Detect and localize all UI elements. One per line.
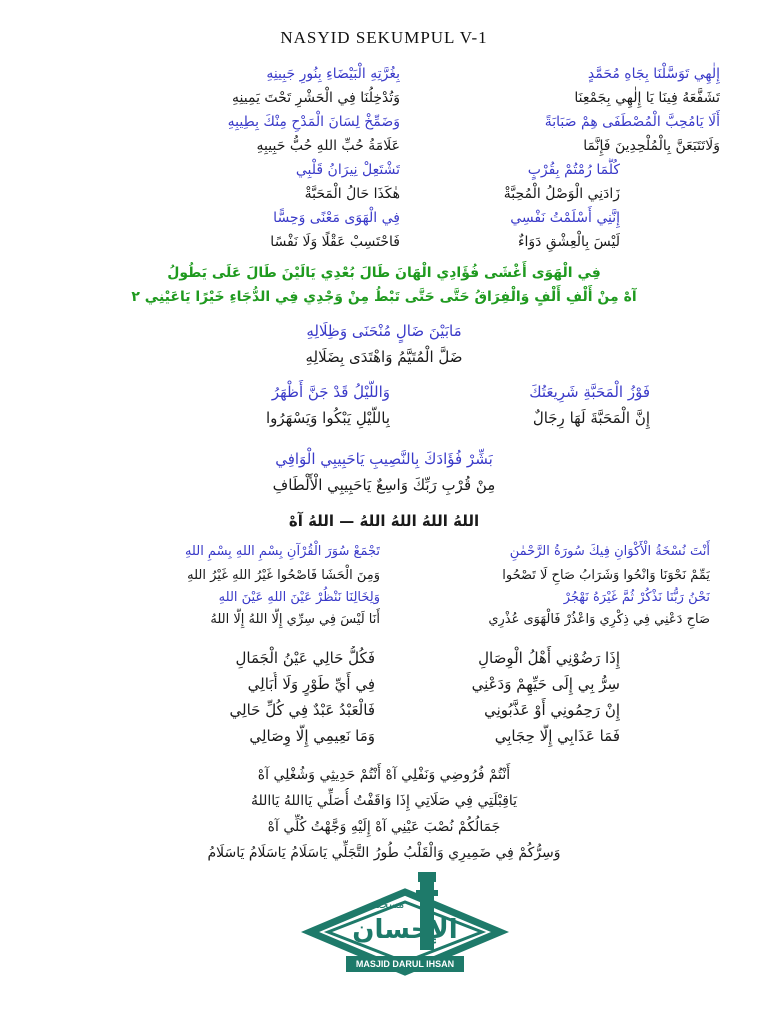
page-title: NASYID SEKUMPUL V-1: [280, 28, 488, 47]
verse-left: هٰكَذَا حَالُ الْمَحَبَّةْ: [304, 186, 400, 202]
verse-left: تَجْمَعْ سُوَرَ الْقُرْآنِ بِسْمِ اللهِ بِسْمِ اللهِ: [184, 544, 380, 559]
verse-row: [150, 672, 620, 696]
verse-row: [150, 646, 620, 670]
masjid-logo: [290, 872, 520, 992]
verse-right: أَنْتَ نُسْخَةُ الْأَكْوَانِ فِيكَ سُورَةُ الرَّحْمٰنِ: [509, 544, 710, 559]
green-verse-line: فِي الْهَوَى أَغْشَى فُؤَادِي الْهَانَ طَالَ بُعْدِي يَالَيْنَ طَالَ عَلَى يَطُولُ: [167, 265, 601, 281]
verse-row: [200, 182, 620, 206]
verse-right: إِنَّ الْمَحَبَّةَ لَهَا رِجَالٌ: [532, 409, 650, 427]
verse-row: [100, 86, 720, 110]
verse-right: يَمِّمْ نَحْوَنَا وَانْحُوا وَشَرَابُ صَاحِ لَا تَصْحُوا: [502, 568, 710, 583]
verse-right: إِذَا رَضُوْنِي أَهْلُ الْوِصَالِ: [478, 649, 620, 667]
verse-row: [200, 206, 620, 230]
verse-right: وَلَاتَتَبَعَنَّ بِالْمُلْحِدِينَ فَإِنَّمَا: [583, 138, 720, 154]
verse-left: فِي الْهَوَى مَعْنًى وَحِسًّا: [273, 210, 400, 226]
verse-right: زَادَنِي الْوَصْلُ الْمُحِبَّةْ: [503, 186, 620, 202]
verse-left: فَكُلُّ حَالِي عَيْنُ الْجَمَالِ: [235, 649, 375, 667]
verse-right: تَشَفَّعَهُ فِينَا يَا إِلٰهِي بِجَمْعِنَا: [574, 90, 720, 106]
verse-row: [200, 158, 620, 182]
verse-left: وَمِنَ الْحَشَا فَاصْحُوا غَيْرُ اللهِ غَيْرُ اللهِ: [187, 568, 380, 583]
centered-verse: مَابَيْنَ ضَالٍ مُنْحَنَى وَظِلَالِهِ: [306, 322, 462, 340]
verse-row: [200, 230, 620, 254]
verse-right: كُلَّمَا رُمْتُمْ بِقُرْبٍ: [527, 162, 620, 178]
verse-row: [150, 698, 620, 722]
verse-row: [60, 564, 710, 588]
verse-row: [60, 586, 710, 610]
closing-verse: يَاقِبْلَتِي فِي صَلَاتِي إِذَا وَاقَفْتُ أُصَلِّي يَااللهُ يَااللهُ: [250, 793, 518, 809]
closing-verse: جَمَالُكُمْ نُصْبَ عَيْنِي آهْ إِلَيْهِ وَجَّهْتُ كُلِّي آهْ: [267, 819, 501, 835]
verse-left: عَلَامَةُ حُبِّ اللهِ حُبُّ حَبِيبِهِ: [256, 138, 400, 154]
verse-left: فَاحْتَسِبْ عَقْلًا وَلَا نَفْسًا: [270, 234, 400, 250]
verse-left: بِغُرَّتِهِ الْبَيْضَاءِ بِنُورِ جَبِينِهِ: [266, 66, 400, 82]
verse-right: نَحْنُ رَبُّنَا نَذْكُرْ ثُمَّ غَيْرَهُ نَهْجُرْ: [563, 590, 710, 605]
minaret-balcony: [416, 890, 438, 896]
verse-left: فَالْعَبْدُ عَبْدٌ فِي كُلِّ حَالِي: [229, 701, 375, 719]
verse-row: [60, 608, 710, 632]
logo-arabic-name: الإحسان: [352, 915, 458, 945]
verse-row: [100, 62, 720, 86]
verse-right: فَمَا عَذَابِي إِلَّا حِجَابِي: [494, 727, 620, 745]
verse-left: وَاللَّيْلُ قَدْ جَنَّ أَظْهَرُ: [271, 383, 390, 401]
verse-row: [60, 540, 710, 564]
centered-verse: ضَلَّ الْمُتَيَّمُ وَاهْتَدَى بِضَلَالِهِ: [305, 348, 463, 366]
verse-left: وَضَمِّخْ لِسَانَ الْمَدْحِ مِنْكَ بِطِيبِهِ: [227, 114, 400, 130]
verse-left: تَشْتَعِلْ نِيرَانُ قَلْبِي: [295, 162, 400, 178]
verse-right: إِنَّنِي أَسْلَمْتُ نَفْسِي: [510, 210, 620, 226]
verse-left: وَمَا نَعِيمِي إِلَّا وِصَالِي: [249, 727, 375, 745]
verse-row: [160, 406, 650, 430]
verse-right: إِلٰهِي تَوَسَّلْنَا بِجَاهِ مُحَمَّدٍ: [587, 66, 720, 82]
closing-verse: وَسِرُّكُمْ فِي ضَمِيرِي وَالْقَلْبُ طُورُ التَّجَلِّي يَاسَلَامُ يَاسَلَامُ يَاسَلَامُ: [207, 845, 561, 861]
verse-row: [150, 724, 620, 748]
verse-right: لَيْسَ بِالْعِشْقِ دَوَاءٌ: [517, 234, 620, 250]
verse-left: بِاللَّيْلِ يَبْكُوا وَيَسْهَرُوا: [265, 409, 390, 427]
centered-verse: مِنْ قُرْبِ رَبِّكَ وَاسِعٌ يَاحَبِيبِي الْأَلْطَافِ: [272, 476, 496, 494]
logo-latin-name: MASJID DARUL IHSAN: [355, 959, 455, 969]
verse-right: صَاحِ دَعْنِي فِي ذِكْرِي وَاعْذُرْ فَالْهَوَى عُذْرِي: [488, 612, 710, 627]
centered-verse: بَشِّرْ فُؤَادَكَ بِالنَّصِيبِ يَاحَبِيبِي الْوَافِي: [275, 450, 493, 468]
verse-right: فَوْزُ الْمَحَبَّةِ شَرِيعَتُكَ: [529, 383, 650, 401]
verse-right: إِنْ رَحِمُونِي أَوْ عَذَّبُونِي: [484, 701, 620, 719]
verse-right: أَلَا يَامُحِبَّ الْمُصْطَفَى هِمْ صَبَابَةً: [544, 114, 720, 130]
verse-left: أَنَا لَيْسَ فِي سِرِّي إِلَّا اللهُ إِلَّا اللهُ: [210, 612, 380, 627]
verse-right: سِرُّ بِي إِلَى حَيِّهِمْ وَدَعْنِي: [471, 675, 620, 693]
minaret-top: [418, 872, 436, 882]
dhikr-line: اللهُ اللهُ اللهُ اللهُ — اللهُ آهْ: [288, 512, 480, 530]
verse-row: [100, 110, 720, 134]
verse-left: فِي أَيِّ طَوْرٍ وَلَا أُبَالِي: [247, 675, 375, 693]
verse-left: وَتُدْخِلُنَا فِي الْحَشْرِ تَحْتَ يَمِينِهِ: [232, 90, 400, 106]
verse-row: [160, 380, 650, 404]
green-verse-line: آهْ مِنْ أَلْفِ أَلْفٍ وَالْفِرَاقُ حَتَّى حَتَّى تَبْطُ مِنْ وَجْدِي فِي الدُّجَاءِ خَيْرًا يَاعَيْنِي ٢: [131, 289, 637, 305]
verse-row: [100, 134, 720, 158]
closing-verse: أَنْتُمْ فُرُوضِي وَنَفْلِي آهْ أَنْتُمْ حَدِيثِي وَشُغْلِي آهْ: [257, 767, 511, 783]
verse-left: وَلِخَالِنَا نَنْظُرْ عَيْنَ اللهِ عَيْنَ اللهِ: [218, 590, 380, 605]
logo-top-text: مسجد: [375, 898, 405, 911]
